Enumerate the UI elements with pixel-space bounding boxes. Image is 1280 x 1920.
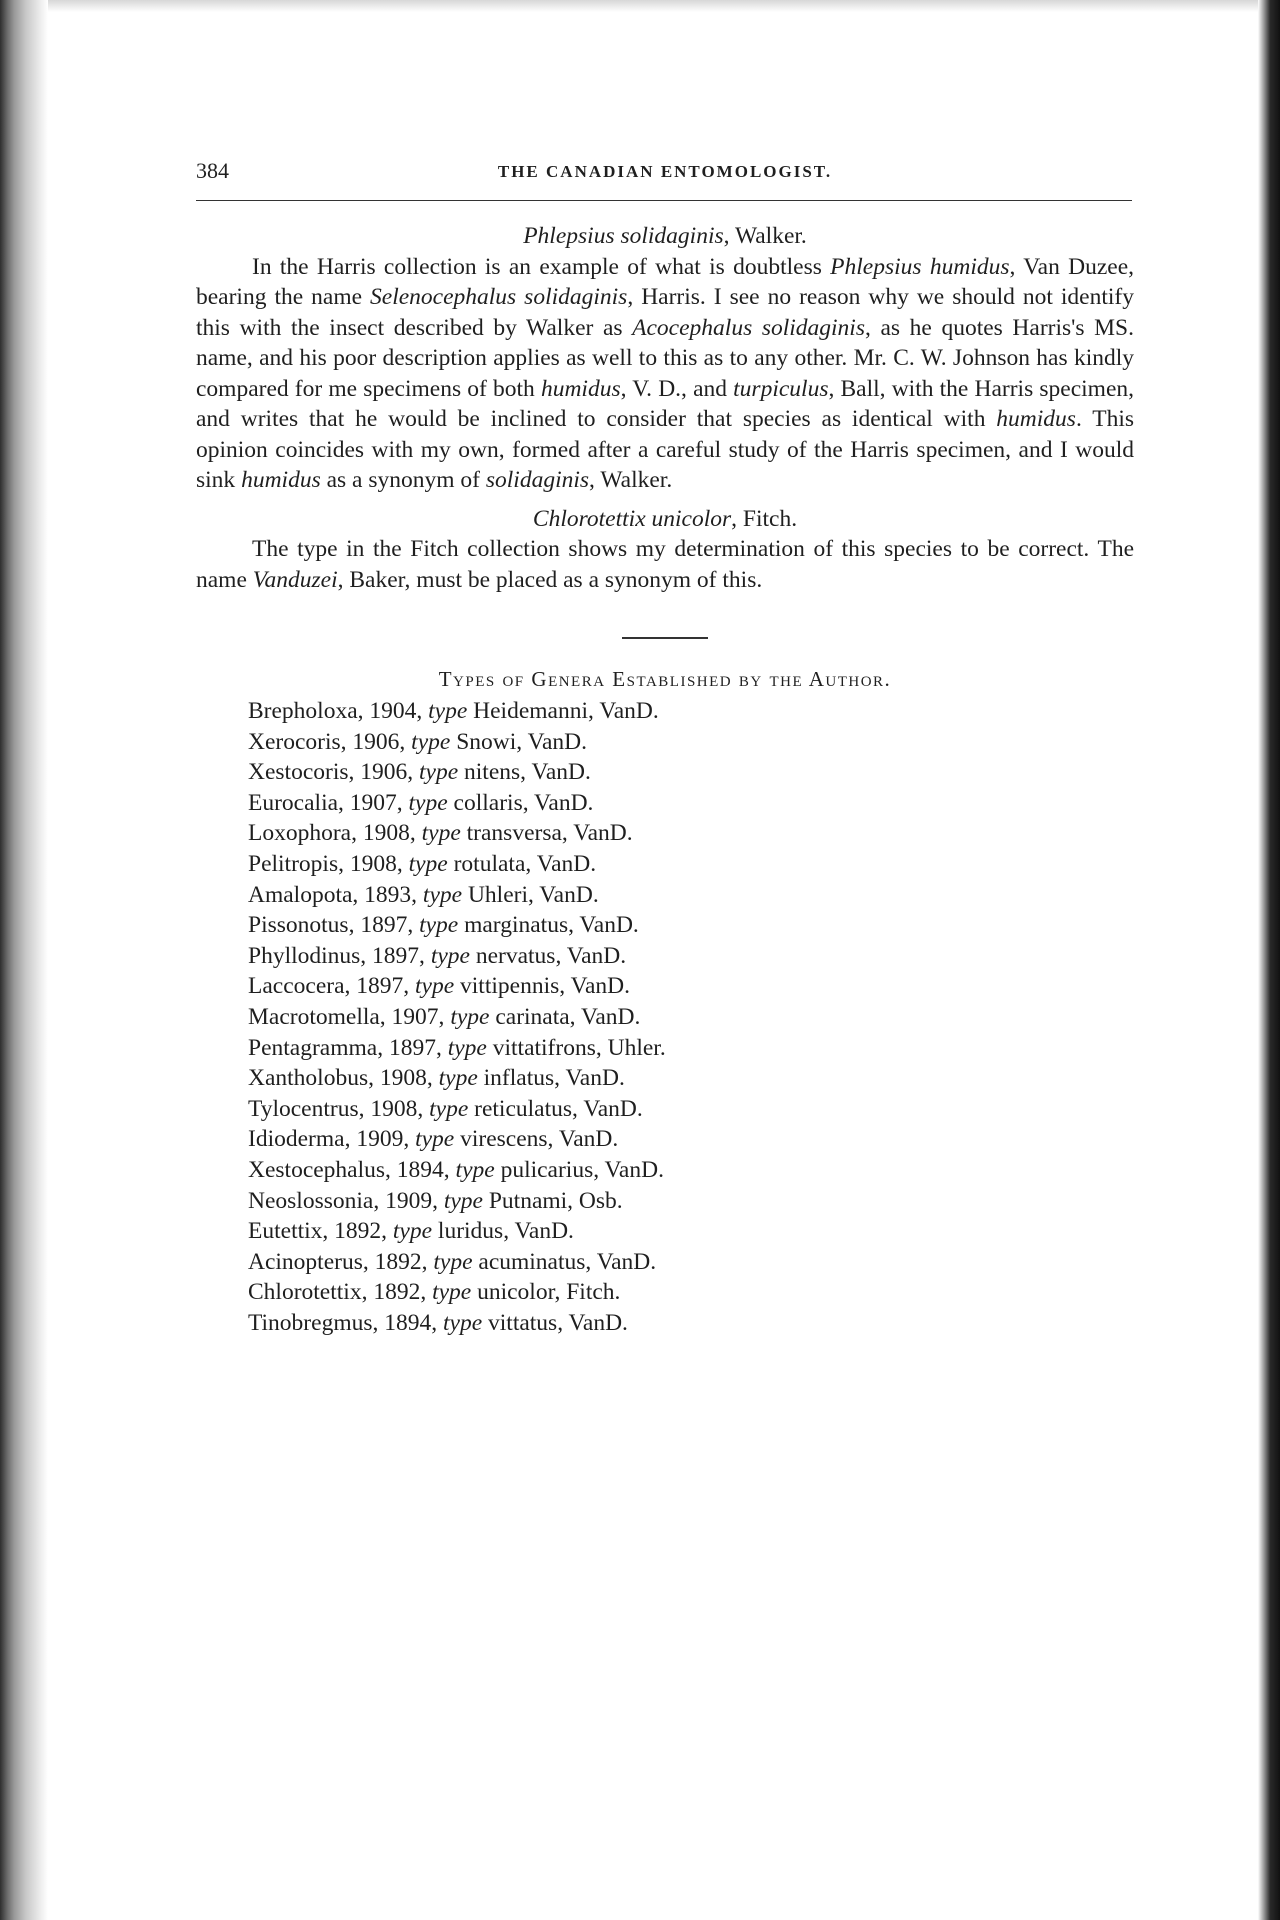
type-species: vittatus, VanD. xyxy=(482,1309,628,1336)
genus-name: Idioderma, 1909, xyxy=(248,1126,416,1153)
type-label: type xyxy=(443,1187,483,1214)
genus-name: Amalopota, 1893, xyxy=(248,881,423,908)
type-species: pulicarius, VanD. xyxy=(494,1156,664,1183)
genus-name: Tinobregmus, 1894, xyxy=(248,1309,443,1336)
genus-name: Eutettix, 1892, xyxy=(248,1218,393,1245)
type-entry xyxy=(248,880,1134,911)
type-entry xyxy=(248,818,1134,849)
paragraph-text: , Ball, with the Harris specimen, and writes that he would be inclined to consider that species as identical with xyxy=(196,375,1134,432)
type-label: type xyxy=(408,850,448,877)
types-heading: Types of Genera Established by the Author. xyxy=(438,667,892,691)
italic-species-name: Phlepsius humidus xyxy=(830,253,1010,280)
genus-name: Xerocoris, 1906, xyxy=(248,728,412,755)
genus-name: Tylocentrus, 1908, xyxy=(248,1095,430,1122)
genus-name: Macrotomella, 1907, xyxy=(248,1003,451,1030)
italic-species-name: solidaginis xyxy=(485,467,590,493)
paragraph-text: , Walker. xyxy=(589,467,673,493)
type-entry xyxy=(248,788,1134,819)
type-label: type xyxy=(392,1218,433,1245)
type-species: carinata, VanD. xyxy=(489,1003,641,1030)
paragraph-text: , V. D., and xyxy=(620,375,734,402)
type-label: type xyxy=(422,881,463,908)
type-label: type xyxy=(419,912,459,939)
italic-species-name: humidus xyxy=(241,467,321,493)
type-entry xyxy=(248,757,1134,788)
type-entry xyxy=(248,910,1134,941)
genus-name: Pentagramma, 1897, xyxy=(248,1034,448,1061)
genus-name: Pissonotus, 1897, xyxy=(248,912,420,939)
book-binding-shadow xyxy=(0,0,48,1920)
type-entry xyxy=(248,849,1134,880)
type-label: type xyxy=(443,1309,483,1336)
page-right-edge xyxy=(1258,0,1280,1920)
type-entry xyxy=(248,1277,1134,1308)
species-heading-italic: Phlepsius solidaginis xyxy=(523,223,724,249)
genus-name: Pelitropis, 1908, xyxy=(248,850,409,877)
type-entry xyxy=(248,971,1134,1002)
type-label: type xyxy=(415,973,455,1000)
genus-name: Loxophora, 1908, xyxy=(248,820,422,847)
type-label: type xyxy=(428,698,468,724)
italic-species-name: Vanduzei xyxy=(252,566,338,593)
type-label: type xyxy=(408,789,448,816)
page-content xyxy=(196,158,1134,1338)
italic-species-name: Selenocephalus solidaginis xyxy=(370,284,628,310)
genus-name: Acinopterus, 1892, xyxy=(248,1248,434,1275)
type-entry xyxy=(248,696,1134,727)
species-heading-author: , Fitch. xyxy=(731,505,798,532)
section-divider xyxy=(622,637,708,639)
top-edge-shadow xyxy=(48,0,1258,12)
italic-species-name: humidus xyxy=(996,406,1076,432)
type-label: type xyxy=(419,759,459,786)
type-entry xyxy=(248,1186,1134,1217)
type-entry xyxy=(248,1002,1134,1033)
species-heading-chlorotettix xyxy=(196,504,1134,535)
paragraph-text: In the Harris collection is an example of what is doubtless xyxy=(252,253,831,280)
type-species: Putnami, Osb. xyxy=(482,1187,623,1214)
type-entry xyxy=(248,1033,1134,1064)
italic-species-name: Acocephalus solidaginis xyxy=(632,314,865,341)
type-species: inflatus, VanD. xyxy=(477,1065,625,1092)
type-species: Heidemanni, VanD. xyxy=(467,698,659,724)
type-entry xyxy=(248,727,1134,758)
genus-name: Neoslossonia, 1909, xyxy=(248,1187,444,1214)
type-label: type xyxy=(455,1156,495,1183)
paragraph-chlorotettix xyxy=(196,534,1134,595)
type-label: type xyxy=(432,1279,472,1306)
paragraph-phlepsius xyxy=(196,252,1134,496)
type-entry xyxy=(248,1155,1134,1186)
type-species: Uhleri, VanD. xyxy=(462,881,599,908)
paragraph-text: , Baker, must be placed as a synonym of this. xyxy=(337,566,763,593)
type-entry xyxy=(248,1247,1134,1278)
type-species: collaris, VanD. xyxy=(447,789,594,816)
paragraph-text: as a synonym of xyxy=(320,467,486,493)
type-species: nervatus, VanD. xyxy=(469,942,627,969)
genus-name: Brepholoxa, 1904, xyxy=(248,698,429,724)
species-heading-author: , Walker. xyxy=(723,223,807,249)
type-label: type xyxy=(429,1095,469,1122)
type-entry xyxy=(248,1308,1134,1339)
running-header xyxy=(196,158,1134,188)
type-species: vittipennis, VanD. xyxy=(454,973,630,1000)
type-label: type xyxy=(450,1003,490,1030)
genus-name: Xestocephalus, 1894, xyxy=(248,1156,456,1183)
type-label: type xyxy=(438,1065,478,1092)
type-entry xyxy=(248,1063,1134,1094)
header-rule xyxy=(196,200,1132,201)
types-list xyxy=(196,696,1134,1338)
type-species: marginatus, VanD. xyxy=(458,912,639,939)
type-label: type xyxy=(447,1034,487,1061)
type-species: vittatifrons, Uhler. xyxy=(486,1034,666,1061)
genus-name: Chlorotettix, 1892, xyxy=(248,1279,433,1306)
type-species: luridus, VanD. xyxy=(432,1218,574,1245)
type-species: unicolor, Fitch. xyxy=(471,1279,621,1306)
running-title: THE CANADIAN ENTOMOLOGIST. xyxy=(497,162,833,181)
genus-name: Eurocalia, 1907, xyxy=(248,789,409,816)
species-heading-phlepsius xyxy=(196,221,1134,252)
paragraph-text: , Van Duzee, bearing the name xyxy=(196,253,1135,310)
type-species: Snowi, VanD. xyxy=(450,728,587,755)
type-label: type xyxy=(415,1126,455,1153)
paragraph-text: The type in the Fitch collection shows my determination of this species to be correct. The name xyxy=(196,536,1134,593)
type-species: rotulata, VanD. xyxy=(447,850,597,877)
type-entry xyxy=(248,1124,1134,1155)
type-species: nitens, VanD. xyxy=(458,759,591,786)
type-label: type xyxy=(421,820,461,847)
type-species: transversa, VanD. xyxy=(460,820,633,847)
genus-name: Laccocera, 1897, xyxy=(248,973,416,1000)
genus-name: Phyllodinus, 1897, xyxy=(248,942,431,969)
type-label: type xyxy=(433,1248,473,1275)
type-label: type xyxy=(430,942,470,969)
italic-species-name: humidus xyxy=(540,375,621,402)
italic-species-name: turpiculus xyxy=(733,375,829,402)
paragraph-text: . This opinion coincides with my own, formed after a careful study of the Harris specimen, and I would sink xyxy=(196,406,1134,493)
type-entry xyxy=(248,941,1134,972)
species-heading-italic: Chlorotettix unicolor xyxy=(532,505,732,532)
paragraph-text: , as he quotes Harris's MS. name, and his poor description applies as well to this as to any other. Mr. C. W. Johnson has kindly compared for me specimens of both xyxy=(196,314,1134,402)
type-species: acuminatus, VanD. xyxy=(472,1248,657,1275)
type-label: type xyxy=(411,728,451,755)
type-species: virescens, VanD. xyxy=(454,1126,619,1153)
genus-name: Xestocoris, 1906, xyxy=(248,759,420,786)
type-entry xyxy=(248,1094,1134,1125)
type-entry xyxy=(248,1216,1134,1247)
page-number: 384 xyxy=(196,158,229,183)
paragraph-text: , Harris. I see no reason why we should not identify this with the insect described by Walker as xyxy=(196,284,1134,341)
type-species: reticulatus, VanD. xyxy=(468,1095,643,1122)
genus-name: Xantholobus, 1908, xyxy=(248,1065,439,1092)
